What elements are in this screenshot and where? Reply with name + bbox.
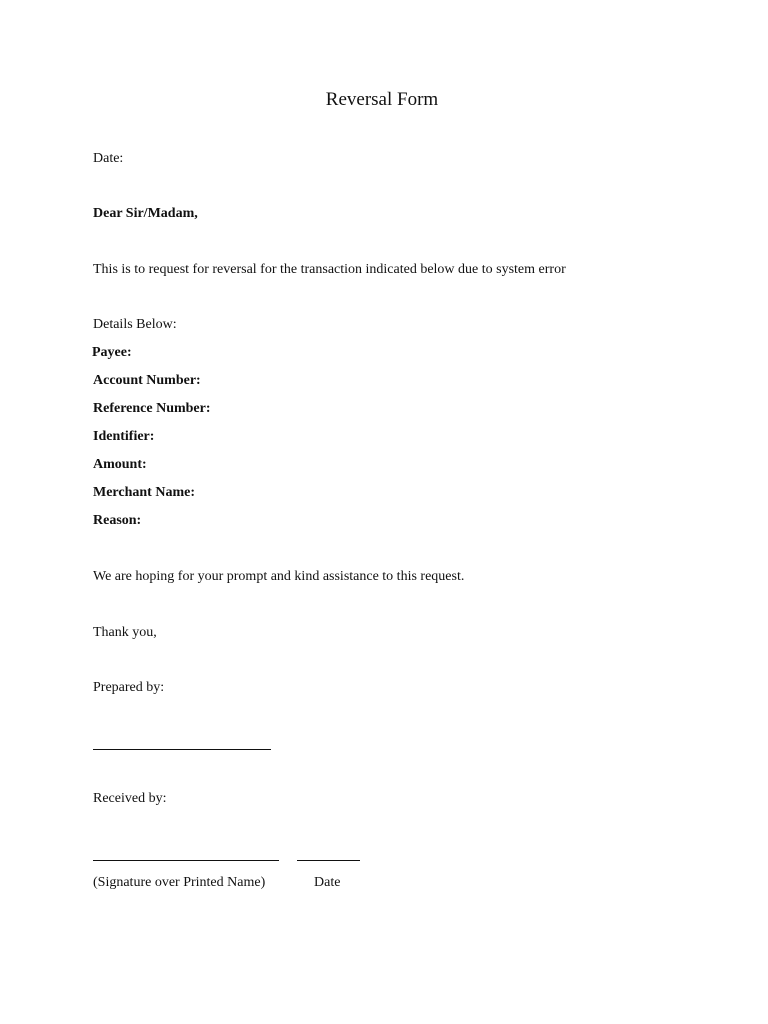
closing-text: We are hoping for your prompt and kind assistance to this request. [93, 569, 465, 584]
received-by-label: Received by: [93, 791, 167, 806]
date-label: Date: [93, 151, 124, 166]
thanks-text: Thank you, [93, 625, 157, 640]
field-amount: Amount: [93, 457, 147, 472]
field-account-number: Account Number: [93, 373, 201, 388]
date-caption: Date [314, 875, 341, 890]
field-reference-number: Reference Number: [93, 401, 211, 416]
request-text: This is to request for reversal for the transaction indicated below due to system error [93, 262, 566, 277]
prepared-by-signature-line [93, 749, 271, 750]
prepared-by-label: Prepared by: [93, 680, 165, 695]
received-by-signature-line [93, 860, 279, 861]
field-payee: Payee: [92, 345, 132, 360]
field-identifier: Identifier: [93, 429, 155, 444]
field-reason: Reason: [93, 513, 142, 528]
salutation: Dear Sir/Madam, [93, 206, 198, 221]
signature-caption: (Signature over Printed Name) [93, 875, 266, 890]
form-title: Reversal Form [325, 89, 439, 110]
details-heading: Details Below: [93, 317, 177, 332]
received-by-date-line [297, 860, 360, 861]
field-merchant-name: Merchant Name: [93, 485, 195, 500]
